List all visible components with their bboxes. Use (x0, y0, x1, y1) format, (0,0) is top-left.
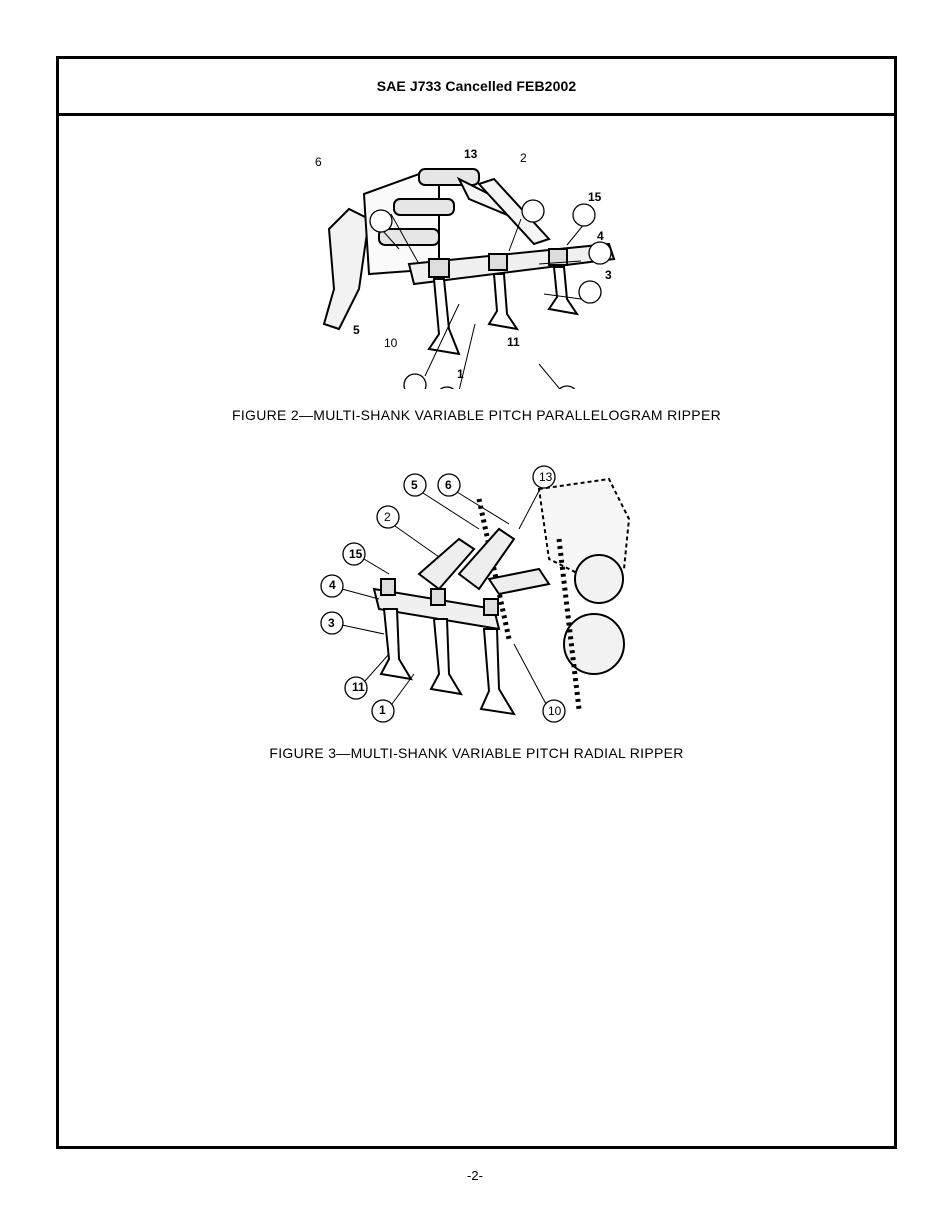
callout-label: 10 (384, 336, 398, 350)
callout-label: 2 (384, 510, 391, 524)
callout-label: 4 (597, 229, 604, 243)
callout-label: 3 (605, 268, 612, 282)
callout-label: 6 (445, 478, 452, 492)
callout-label: 1 (457, 367, 464, 381)
callout-label: 5 (411, 478, 418, 492)
callout-label: 11 (507, 335, 520, 349)
callout-label: 10 (548, 704, 562, 718)
document-title: SAE J733 Cancelled FEB2002 (376, 78, 577, 94)
callout-label: 13 (464, 147, 478, 161)
figure-2-caption: FIGURE 2—MULTI-SHANK VARIABLE PITCH PARALLELOGRAM RIPPER (231, 407, 721, 423)
callout-label: 4 (329, 578, 336, 592)
page-frame (56, 56, 897, 1149)
callout-label: 13 (539, 470, 553, 484)
callout-label: 15 (349, 547, 363, 561)
figure-3-caption: FIGURE 3—MULTI-SHANK VARIABLE PITCH RADIAL RIPPER (269, 745, 684, 761)
callout-label: 15 (588, 190, 602, 204)
page-number: -2- (467, 1168, 483, 1183)
callout-label: 11 (352, 680, 365, 694)
callout-label: 6 (315, 155, 322, 169)
callout-label: 3 (328, 616, 335, 630)
callout-label: 1 (379, 703, 386, 717)
figure-3-callout-circles (59, 59, 894, 759)
callout-label: 5 (353, 323, 360, 337)
callout-label: 2 (520, 151, 527, 165)
